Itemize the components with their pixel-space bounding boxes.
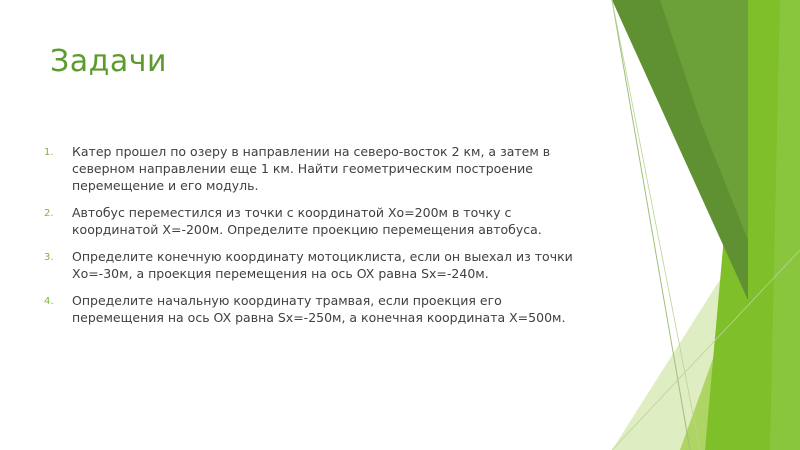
list-item-text: Автобус переместился из точки с координатой Xo=200м в точку с координатой X=-200м. Определите проекцию перемещения автобуса. bbox=[72, 205, 542, 237]
slide-title: Задачи bbox=[50, 44, 167, 79]
list-item-number: 3. bbox=[44, 252, 54, 263]
list-item-number: 1. bbox=[44, 147, 54, 158]
list-item bbox=[44, 143, 584, 194]
list-item-text: Определите начальную координату трамвая, если проекция его перемещения на ось OX равна Sx=-250м, а конечная координата X=500м. bbox=[72, 293, 566, 325]
list-item-number: 2. bbox=[44, 208, 54, 219]
list-item bbox=[44, 292, 584, 326]
list-item bbox=[44, 248, 584, 282]
list-item-text: Определите конечную координату мотоциклиста, если он выехал из точки Xo=-30м, а проекция перемещения на ось OX равна Sx=-240м. bbox=[72, 249, 573, 281]
list-item-number: 4. bbox=[44, 296, 54, 307]
task-list bbox=[44, 143, 584, 336]
list-item bbox=[44, 204, 584, 238]
list-item-text: Катер прошел по озеру в направлении на северо-восток 2 км, а затем в северном направлении еще 1 км. Найти геометрическим построение перемещение и его модуль. bbox=[72, 144, 551, 193]
